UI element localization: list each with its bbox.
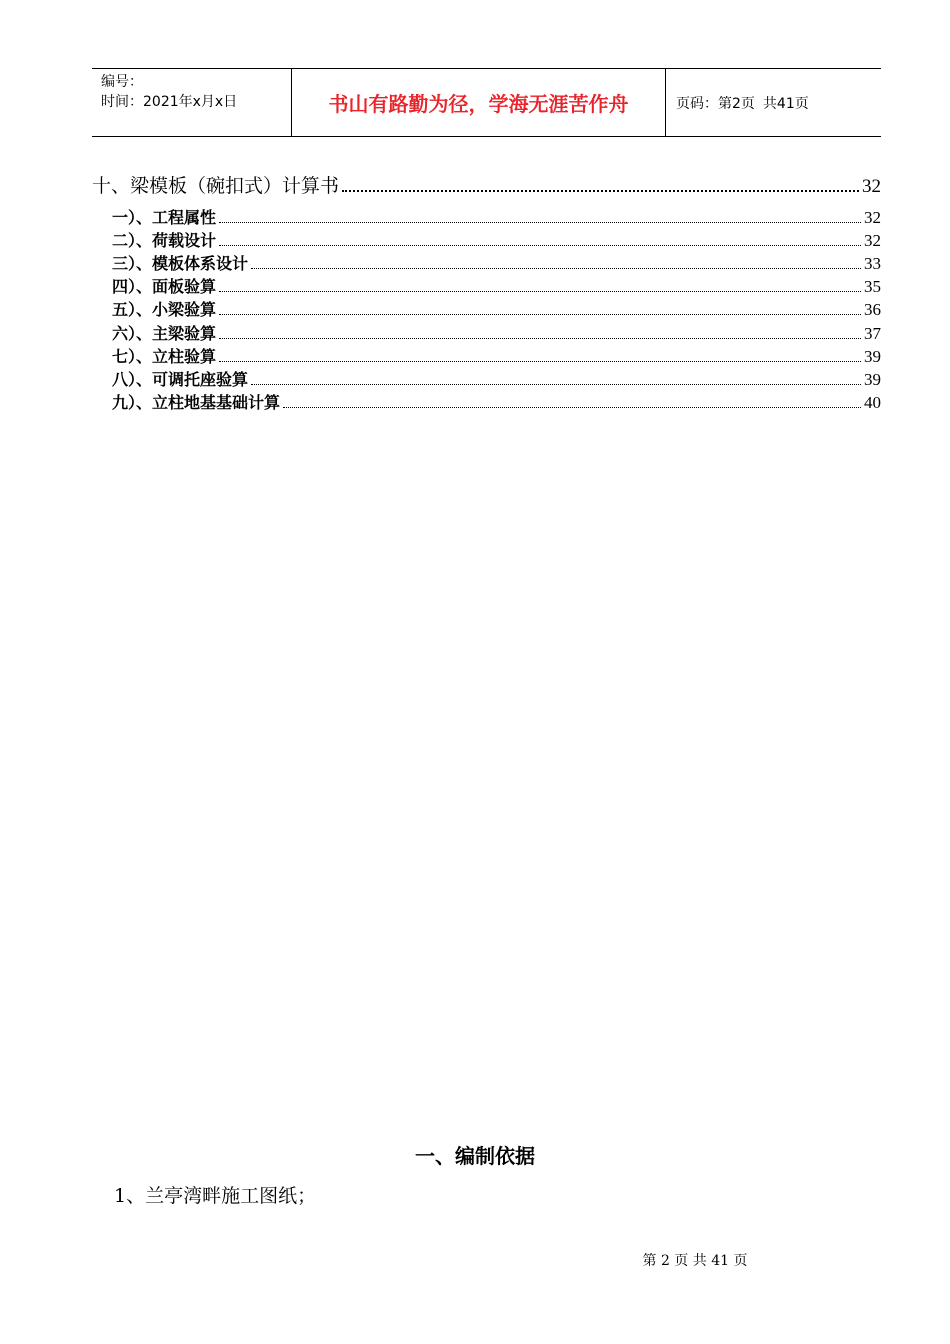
toc-item-title: 四）、面板验算 [112,277,217,296]
header-motto: 书山有路勤为径，学海无涯苦作舟 [292,69,666,136]
header-page-info [666,69,881,136]
toc-leader [219,222,861,223]
toc-item[interactable] [112,297,881,320]
header-meta [92,69,292,136]
total-pages-label: 共41页 [762,95,809,112]
body-paragraph: 1、兰亭湾畔施工图纸； [114,1185,317,1207]
toc-leader [283,407,861,408]
toc-leader [219,361,861,362]
toc-item-page: 36 [864,300,881,319]
toc-item[interactable] [112,344,881,367]
time-label: 时间：2021年x月x日 [101,94,238,110]
toc-item-page: 39 [864,347,881,366]
toc-item-page: 32 [864,208,881,227]
toc-item-page: 35 [864,277,881,296]
toc-item[interactable] [112,228,881,251]
toc-item-title: 九）、立柱地基基础计算 [112,393,281,412]
toc-main-page: 32 [862,176,881,197]
toc-item-title: 六）、主梁验算 [112,324,217,343]
toc-leader [251,268,861,269]
toc-item[interactable] [112,390,881,413]
toc-item[interactable] [112,251,881,274]
toc-item-page: 33 [864,254,881,273]
toc-leader [219,245,861,246]
toc-item-page: 40 [864,393,881,412]
page-label: 页码：第2页 [676,95,755,112]
toc-item[interactable] [112,367,881,390]
page-footer: 第 2 页 共 41 页 [642,1253,748,1269]
toc-item-page: 37 [864,324,881,343]
toc-item-page: 32 [864,231,881,250]
toc-leader [251,384,861,385]
toc-item-title: 二）、荷载设计 [112,231,217,250]
toc-leader [219,338,861,339]
toc-main-title: 十、梁模板（碗扣式）计算书 [92,175,340,197]
toc-item-title: 三）、模板体系设计 [112,254,249,273]
toc-item-title: 一）、工程属性 [112,208,217,227]
page-header [92,68,881,137]
toc-item-title: 七）、立柱验算 [112,347,217,366]
toc-leader [219,291,861,292]
toc-item-title: 八）、可调托座验算 [112,370,249,389]
toc-item[interactable] [112,321,881,344]
toc-item-title: 五）、小梁验算 [112,300,217,319]
toc-item[interactable] [112,205,881,228]
toc-leader [219,314,861,315]
section-heading: 一、编制依据 [415,1144,535,1168]
code-label: 编号： [101,74,143,90]
toc-main-entry[interactable] [92,170,881,198]
toc-item[interactable] [112,274,881,297]
toc-item-page: 39 [864,370,881,389]
toc-leader [342,190,859,192]
